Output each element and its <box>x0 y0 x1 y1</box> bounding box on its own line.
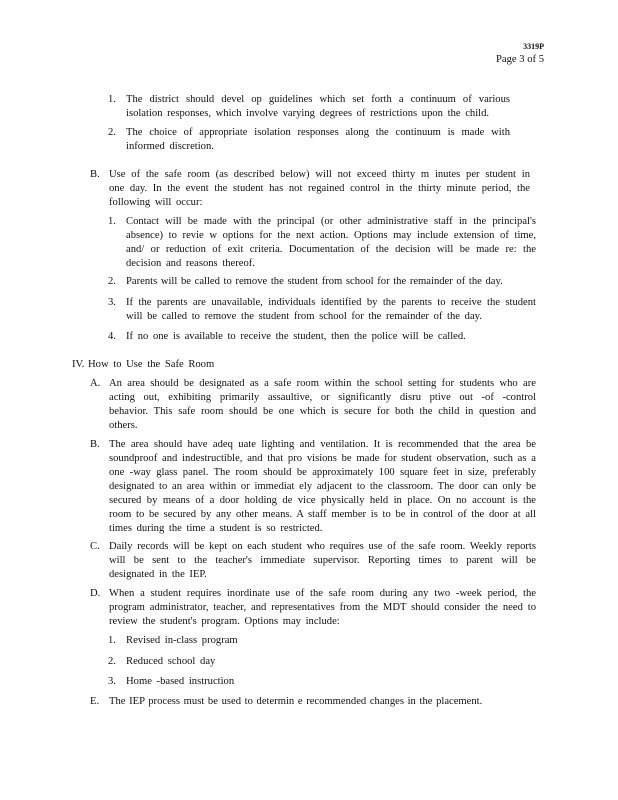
item-text: Revised in-class program <box>126 635 238 646</box>
list-item <box>90 540 536 582</box>
list-item <box>108 330 536 344</box>
page-header <box>496 40 544 66</box>
list-item <box>108 634 408 648</box>
list-item <box>108 93 510 121</box>
item-label: E. <box>90 696 100 707</box>
item-text: Home -based instruction <box>126 676 235 687</box>
item-text: If the parents are unavailable, individuals identified by the parents to receive the student will be called to remove the student from school for the remainder of the day. <box>126 297 536 322</box>
page-number: Page 3 of 5 <box>496 54 544 65</box>
item-label: 1. <box>108 216 116 227</box>
item-text: The area should have adeq uate lighting and ventilation. It is recommended that the area be soundproof and indestructible, and that pro visions be made for student observation, such as a one -way glass panel. The room should be approximately 100 square feet in size, preferably designated to an area within or immediat ely adjacent to the classroom. The door can only be secured by means of a door holding de vice physically held in place. On no account is the room to be secured by any other means. A staff member is to be in control of the door at all times during the time a student is so restricted. <box>109 439 536 534</box>
item-label: 3. <box>108 676 116 687</box>
item-text: Parents will be called to remove the student from school for the remainder of the day. <box>126 276 503 287</box>
item-label: 2. <box>108 276 116 287</box>
policy-code: 3319P <box>523 42 544 51</box>
list-item <box>108 655 408 669</box>
section-title: How to Use the Safe Room <box>88 359 215 370</box>
item-label: 2. <box>108 656 116 667</box>
item-text: If no one is available to receive the student, then the police will be called. <box>126 331 466 342</box>
section-heading <box>72 358 372 372</box>
section-label: IV. <box>72 359 85 370</box>
item-label: C. <box>90 541 100 552</box>
item-label: 1. <box>108 94 116 105</box>
item-text: Daily records will be kept on each student who requires use of the safe room. Weekly reports will be sent to the teacher's immediate supervisor. Reporting times to parent will be designated in the IEP. <box>109 541 536 580</box>
item-text: Reduced school day <box>126 656 216 667</box>
list-item <box>90 377 536 433</box>
list-item <box>108 275 536 289</box>
item-label: A. <box>90 378 101 389</box>
item-label: 1. <box>108 635 116 646</box>
item-label: 3. <box>108 297 116 308</box>
item-label: B. <box>90 169 100 180</box>
item-label: 2. <box>108 127 116 138</box>
item-label: D. <box>90 588 101 599</box>
item-text: The district should devel op guidelines which set forth a continuum of various isolation responses, which involve varying degrees of restrictions upon the child. <box>126 94 510 119</box>
item-text: An area should be designated as a safe room within the school setting for students who are acting out, exhibiting primarily assaultive, or significantly disru ptive out -of -control behavior. This safe room should be one which is secure for both the child in question and others. <box>109 378 536 431</box>
list-item <box>108 126 510 154</box>
item-text: When a student requires inordinate use of the safe room during any two -week period, the program administrator, teacher, and representatives from the MDT should consider the need to review the student's program. Options may include: <box>109 588 536 627</box>
list-item <box>108 675 408 689</box>
item-label: B. <box>90 439 100 450</box>
list-item <box>108 215 536 271</box>
item-text: Use of the safe room (as described below) will not exceed thirty m inutes per student in one day. In the event the student has not regained control in the thirty minute period, the following will occur: <box>109 169 530 208</box>
list-item <box>90 695 536 709</box>
item-text: Contact will be made with the principal (or other administrative staff in the principal's absence) to revie w options for the next action. Options may include extension of time, and/ or reduction of exit criteria. Documentation of the decision will be made re: the decision and reasons thereof. <box>126 216 536 269</box>
list-item <box>90 587 536 629</box>
item-text: The choice of appropriate isolation responses along the continuum is made with informed discretion. <box>126 127 510 152</box>
list-item <box>90 438 536 536</box>
list-item <box>90 168 530 210</box>
item-label: 4. <box>108 331 116 342</box>
list-item <box>108 296 536 324</box>
item-text: The IEP process must be used to determin e recommended changes in the placement. <box>109 696 483 707</box>
